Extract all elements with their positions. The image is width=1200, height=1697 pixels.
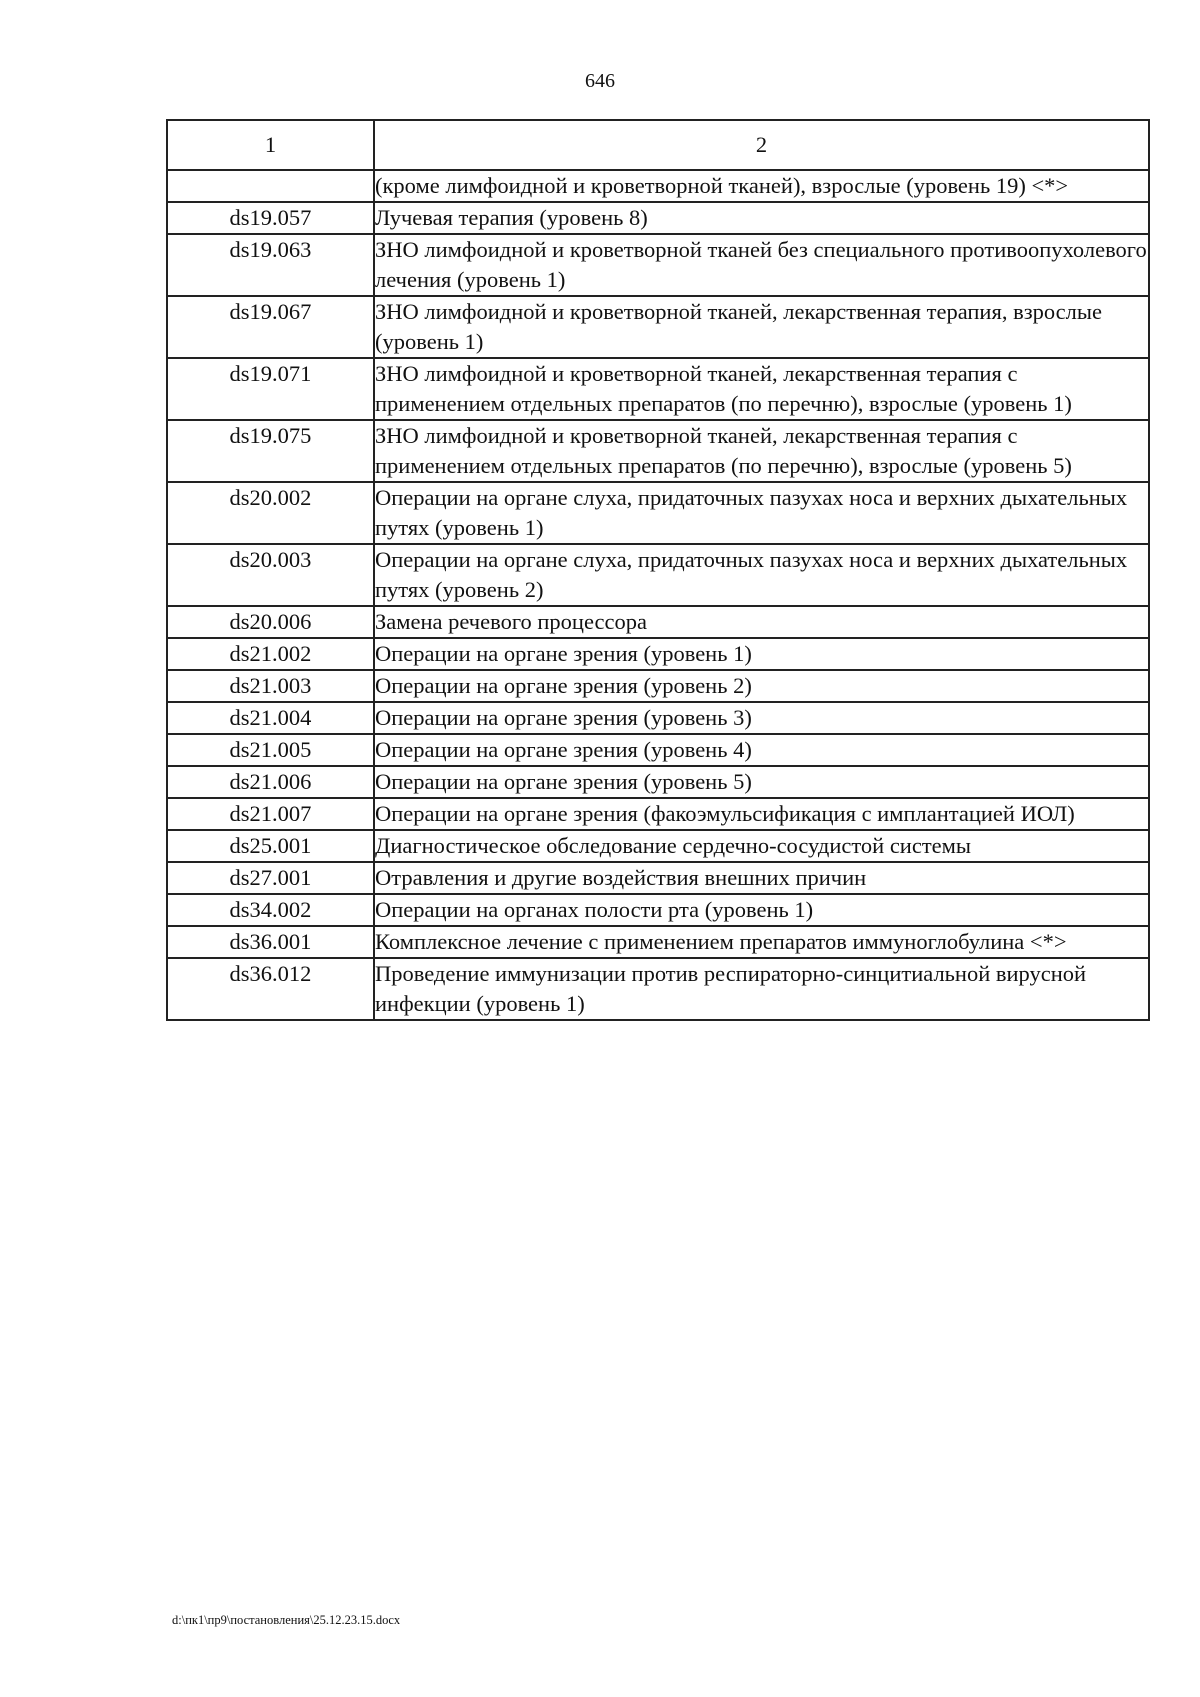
name-cell: Операции на органе зрения (уровень 4): [374, 734, 1149, 766]
code-cell: ds20.002: [167, 482, 374, 544]
table-row: [167, 606, 1149, 638]
code-cell: ds19.071: [167, 358, 374, 420]
name-cell: Операции на органе слуха, придаточных пазухах носа и верхних дыхательных путях (уровень 2): [374, 544, 1149, 606]
table-row: [167, 862, 1149, 894]
table-row: [167, 830, 1149, 862]
name-cell: Диагностическое обследование сердечно-сосудистой системы: [374, 830, 1149, 862]
name-cell: ЗНО лимфоидной и кроветворной тканей, лекарственная терапия с применением отдельных препаратов (по перечню), взрослые (уровень 1): [374, 358, 1149, 420]
name-cell: Замена речевого процессора: [374, 606, 1149, 638]
page-number: 646: [585, 70, 615, 92]
code-cell: ds19.075: [167, 420, 374, 482]
table-row: [167, 420, 1149, 482]
code-cell: ds21.007: [167, 798, 374, 830]
code-cell: ds19.063: [167, 234, 374, 296]
code-cell: [167, 170, 374, 202]
table-row: [167, 670, 1149, 702]
name-cell: Операции на органе зрения (факоэмульсификация с имплантацией ИОЛ): [374, 798, 1149, 830]
code-cell: ds21.003: [167, 670, 374, 702]
code-cell: ds36.012: [167, 958, 374, 1020]
code-cell: ds25.001: [167, 830, 374, 862]
table-row: [167, 234, 1149, 296]
table-row: [167, 638, 1149, 670]
table-row: [167, 202, 1149, 234]
code-cell: ds21.002: [167, 638, 374, 670]
table-header-row: [167, 120, 1149, 170]
name-cell: Лучевая терапия (уровень 8): [374, 202, 1149, 234]
table-row: [167, 766, 1149, 798]
name-cell: ЗНО лимфоидной и кроветворной тканей, лекарственная терапия с применением отдельных препаратов (по перечню), взрослые (уровень 5): [374, 420, 1149, 482]
table-row: [167, 170, 1149, 202]
column-header-2: 2: [374, 120, 1149, 170]
code-cell: ds27.001: [167, 862, 374, 894]
name-cell: Комплексное лечение с применением препаратов иммуноглобулина <*>: [374, 926, 1149, 958]
code-cell: ds21.006: [167, 766, 374, 798]
table-row: [167, 358, 1149, 420]
code-cell: ds20.003: [167, 544, 374, 606]
name-cell: ЗНО лимфоидной и кроветворной тканей, лекарственная терапия, взрослые (уровень 1): [374, 296, 1149, 358]
table-row: [167, 926, 1149, 958]
tariff-table: [166, 119, 1150, 1021]
table-row: [167, 894, 1149, 926]
code-cell: ds21.004: [167, 702, 374, 734]
name-cell: Операции на органе зрения (уровень 3): [374, 702, 1149, 734]
code-cell: ds36.001: [167, 926, 374, 958]
name-cell: Операции на органе зрения (уровень 1): [374, 638, 1149, 670]
code-cell: ds21.005: [167, 734, 374, 766]
name-cell: Операции на органе зрения (уровень 5): [374, 766, 1149, 798]
table-row: [167, 734, 1149, 766]
table-row: [167, 702, 1149, 734]
table-row: [167, 296, 1149, 358]
name-cell: Операции на органе слуха, придаточных пазухах носа и верхних дыхательных путях (уровень 1): [374, 482, 1149, 544]
file-path-footer: d:\пк1\пр9\постановления\25.12.23.15.docx: [172, 1613, 401, 1627]
column-header-1: 1: [167, 120, 374, 170]
code-cell: ds20.006: [167, 606, 374, 638]
table-row: [167, 958, 1149, 1020]
code-cell: ds19.067: [167, 296, 374, 358]
table-row: [167, 544, 1149, 606]
name-cell: (кроме лимфоидной и кроветворной тканей), взрослые (уровень 19) <*>: [374, 170, 1149, 202]
code-cell: ds19.057: [167, 202, 374, 234]
name-cell: Операции на органе зрения (уровень 2): [374, 670, 1149, 702]
name-cell: Отравления и другие воздействия внешних причин: [374, 862, 1149, 894]
name-cell: Операции на органах полости рта (уровень 1): [374, 894, 1149, 926]
table-row: [167, 798, 1149, 830]
table-row: [167, 482, 1149, 544]
name-cell: Проведение иммунизации против респираторно-синцитиальной вирусной инфекции (уровень 1): [374, 958, 1149, 1020]
code-cell: ds34.002: [167, 894, 374, 926]
name-cell: ЗНО лимфоидной и кроветворной тканей без специального противоопухолевого лечения (уровень 1): [374, 234, 1149, 296]
